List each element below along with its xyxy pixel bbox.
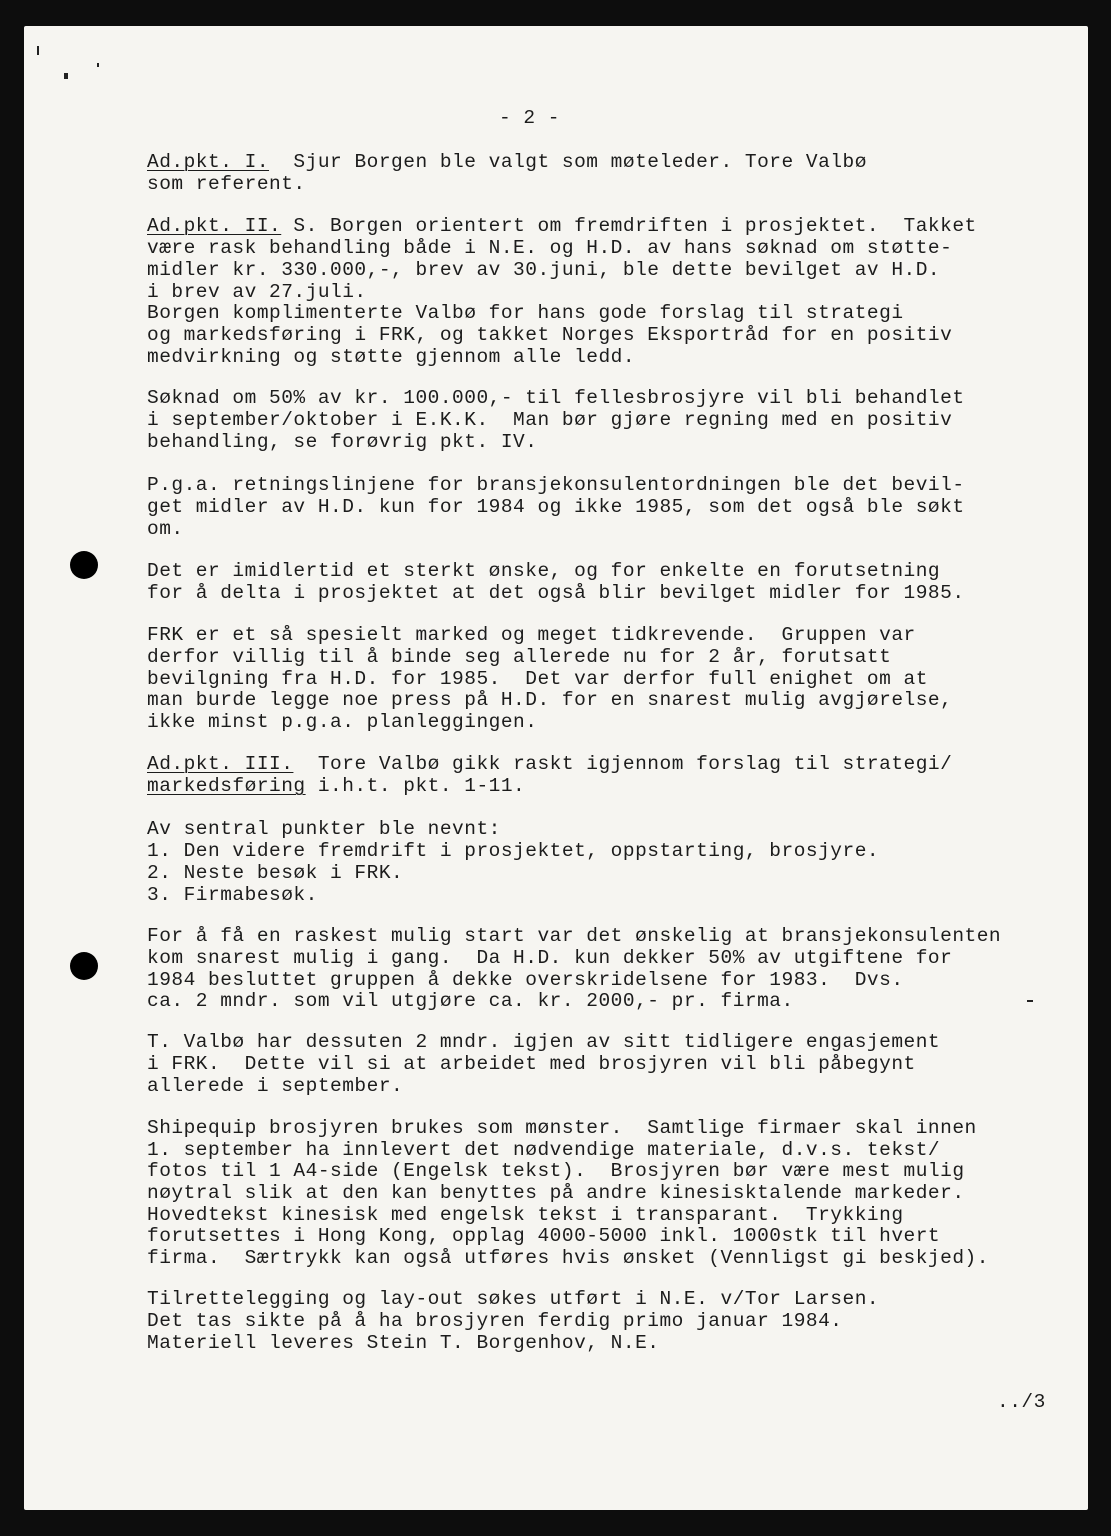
line: FRK er et så spesielt marked og meget tidkrevende. Gruppen var (147, 624, 916, 646)
section-label: Ad.pkt. III. (147, 753, 294, 775)
scan-mark (64, 73, 68, 79)
line: 1. september ha innlevert det nødvendige materiale, d.v.s. tekst/ (147, 1139, 941, 1161)
line: 1984 besluttet gruppen å dekke overskridelsene for 1983. Dvs. (147, 969, 904, 991)
line: ca. 2 mndr. som vil utgjøre ca. kr. 2000,- pr. firma. (147, 990, 794, 1012)
line: man burde legge noe press på H.D. for en snarest mulig avgjørelse, (147, 689, 953, 711)
line: for å delta i prosjektet at det også blir bevilget midler for 1985. (147, 582, 965, 604)
line: om. (147, 518, 184, 540)
line: Materiell leveres Stein T. Borgenhov, N.E. (147, 1332, 660, 1354)
line: i FRK. Dette vil si at arbeidet med brosjyren vil bli påbegynt (147, 1053, 916, 1075)
line: og markedsføring i FRK, og takket Norges Eksportråd for en positiv (147, 324, 953, 346)
list-item: 1. Den videre fremdrift i prosjektet, oppstarting, brosjyre. (147, 840, 880, 862)
line (147, 776, 525, 798)
line (147, 216, 977, 238)
line: Hovedtekst kinesisk med engelsk tekst i transparant. Trykking (147, 1204, 904, 1226)
line: Det er imidlertid et sterkt ønske, og for enkelte en forutsetning (147, 560, 941, 582)
line-text: Sjur Borgen ble valgt som møteleder. Tore Valbø (269, 151, 867, 173)
line: P.g.a. retningslinjene for bransjekonsulentordningen ble det bevil- (147, 474, 965, 496)
continuation-marker: ../3 (997, 1391, 1046, 1413)
line (147, 754, 952, 776)
line: ikke minst p.g.a. planleggingen. (147, 711, 538, 733)
line: T. Valbø har dessuten 2 mndr. igjen av sitt tidligere engasjement (147, 1031, 941, 1053)
line: i september/oktober i E.K.K. Man bør gjøre regning med en positiv (147, 409, 953, 431)
line: For å få en raskest mulig start var det ønskelig at bransjekonsulenten (147, 925, 1002, 947)
line: forutsettes i Hong Kong, opplag 4000-5000 inkl. 1000stk til hvert (147, 1225, 941, 1247)
line: derfor villig til å binde seg allerede nu for 2 år, forutsatt (147, 646, 892, 668)
line: firma. Særtrykk kan også utføres hvis ønsket (Vennligst gi beskjed). (147, 1247, 989, 1269)
list-item: 2. Neste besøk i FRK. (147, 862, 404, 884)
line (147, 152, 867, 174)
line: være rask behandling både i N.E. og H.D. av hans søknad om støtte- (147, 237, 953, 259)
line: som referent. (147, 173, 306, 195)
line: Av sentral punkter ble nevnt: (147, 818, 501, 840)
line-text: i.h.t. pkt. 1-11. (305, 775, 526, 797)
line: midler kr. 330.000,-, brev av 30.juni, ble dette bevilget av H.D. (147, 259, 941, 281)
line: nøytral slik at den kan benyttes på andre kinesisktalende markeder. (147, 1182, 965, 1204)
line: fotos til 1 A4-side (Engelsk tekst). Brosjyren bør være mest mulig (147, 1160, 965, 1182)
page-number: - 2 - (499, 107, 561, 129)
punch-hole-top (70, 551, 98, 579)
line: bevilgning fra H.D. for 1985. Det var derfor full enighet om at (147, 668, 928, 690)
line: i brev av 27.juli. (147, 281, 367, 303)
line: Borgen komplimenterte Valbø for hans gode forslag til strategi (147, 302, 904, 324)
line: medvirkning og støtte gjennom alle ledd. (147, 346, 636, 368)
line: kom snarest mulig i gang. Da H.D. kun dekker 50% av utgiftene for (147, 947, 953, 969)
list-item: 3. Firmabesøk. (147, 884, 318, 906)
punch-hole-bottom (70, 952, 98, 980)
line: Søknad om 50% av kr. 100.000,- til fellesbrosjyre vil bli behandlet (147, 387, 965, 409)
section-label-continued: markedsføring (147, 775, 306, 797)
line: behandling, se forøvrig pkt. IV. (147, 431, 538, 453)
scan-mark (1027, 1000, 1033, 1002)
scan-mark (37, 46, 39, 55)
section-label: Ad.pkt. I. (147, 151, 270, 173)
line: get midler av H.D. kun for 1984 og ikke 1985, som det også ble søkt (147, 496, 965, 518)
line: allerede i september. (147, 1075, 404, 1097)
section-label: Ad.pkt. II. (147, 215, 282, 237)
line: Det tas sikte på å ha brosjyren ferdig primo januar 1984. (147, 1310, 843, 1332)
scan-mark (97, 63, 99, 67)
line: Tilrettelegging og lay-out søkes utført i N.E. v/Tor Larsen. (147, 1288, 880, 1310)
line-text: Tore Valbø gikk raskt igjennom forslag til strategi/ (293, 753, 953, 775)
line-text: S. Borgen orientert om fremdriften i prosjektet. Takket (281, 215, 977, 237)
line: Shipequip brosjyren brukes som mønster. Samtlige firmaer skal innen (147, 1117, 977, 1139)
document-page (24, 26, 1088, 1510)
